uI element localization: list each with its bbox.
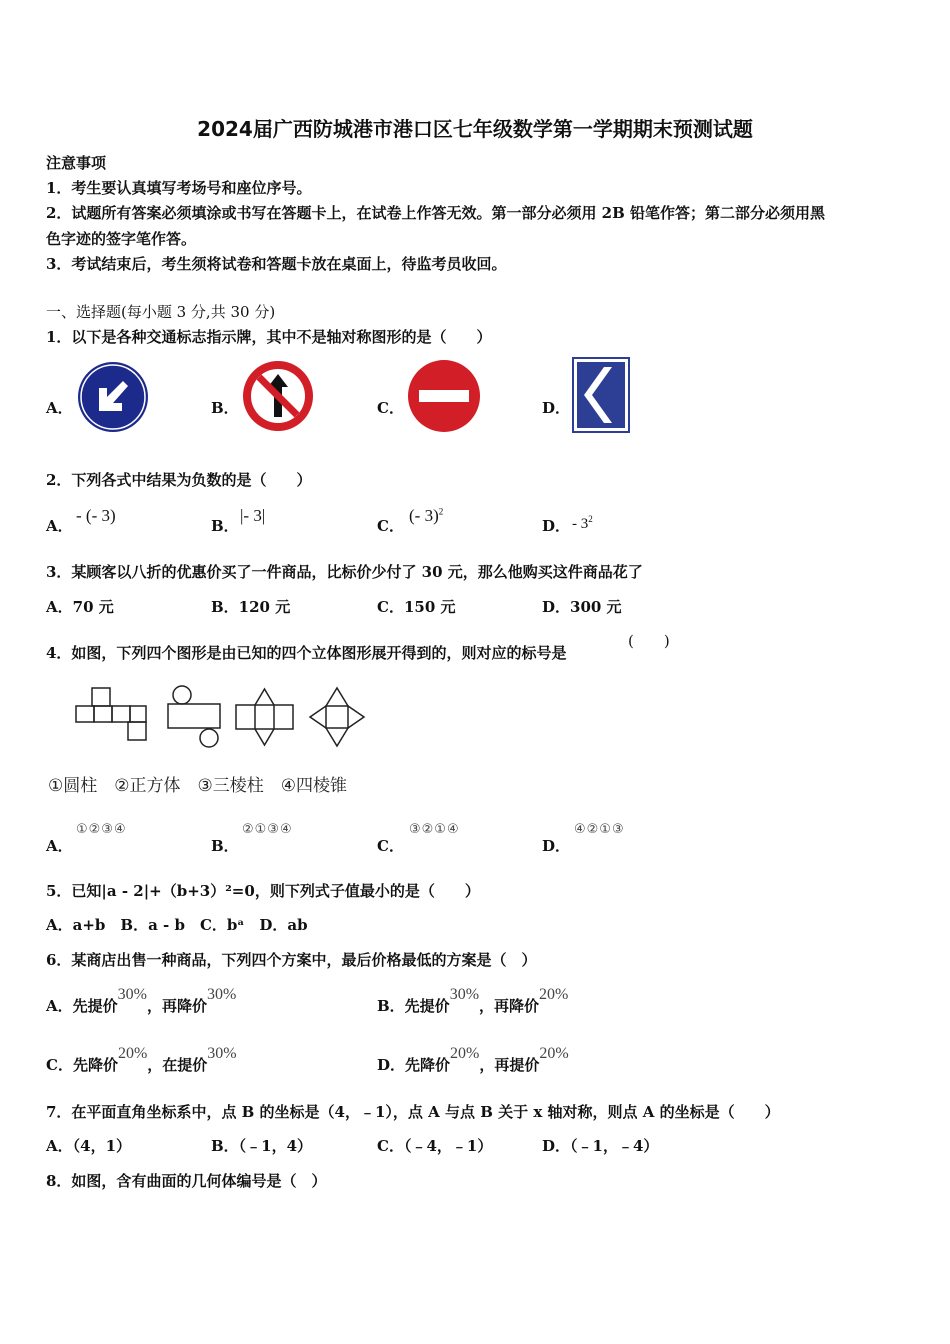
q4-label-b: B． [211, 837, 239, 855]
q6-stem: 6．某商店出售一种商品，下列四个方案中，最后价格最低的方案是（ ） [46, 951, 537, 969]
q7-stem: 7．在平面直角坐标系中，点 B 的坐标是（4，﹣1），点 A 与点 B 关于 x 轴对称，则点 A 的坐标是（ ） [46, 1103, 780, 1121]
q2-label-c: C． [377, 517, 404, 535]
q2-option-b: |- 3| [240, 506, 266, 525]
notice-item-2-cont: 色字迹的签字笔作答。 [46, 230, 197, 248]
notice-item-1: 1．考生要认真填写考场号和座位序号。 [46, 179, 312, 197]
q3-option-d: D．300 元 [542, 598, 622, 616]
q7-option-b: B．（﹣1，4） [211, 1137, 313, 1155]
q4-option-b: ②①③④ [242, 822, 293, 837]
q4-option-a: ①②③④ [76, 822, 127, 837]
q4-nets-figure [70, 683, 380, 751]
sign-d-icon [572, 357, 630, 433]
q4-option-c: ③②①④ [409, 822, 460, 837]
q2-option-a: - (- 3) [76, 506, 116, 525]
q7-option-a: A．（4，1） [46, 1137, 132, 1155]
q4-label-a: A． [46, 837, 73, 855]
q4-shapes-label: ①圆柱 ②正方体 ③三棱柱 ④四棱锥 [48, 776, 347, 796]
q6-option-c: C．先降价20%，在提价30% [46, 1045, 237, 1074]
q8-stem: 8．如图，含有曲面的几何体编号是（ ） [46, 1172, 327, 1190]
notice-item-3: 3．考试结束后，考生须将试卷和答题卡放在桌面上，待监考员收回。 [46, 255, 507, 273]
notice-heading: 注意事项 [46, 154, 107, 172]
q2-label-a: A． [46, 517, 73, 535]
sign-a-icon [76, 360, 150, 434]
q2-label-b: B． [211, 517, 239, 535]
q4-answer-paren: ( ) [628, 632, 670, 650]
q3-stem: 3．某顾客以八折的优惠价买了一件商品，比标价少付了 30 元，那么他购买这件商品花了 [46, 563, 643, 581]
sign-c-icon [407, 359, 481, 433]
q2-stem: 2．下列各式中结果为负数的是（ ） [46, 471, 312, 489]
q7-option-c: C．（﹣4，﹣1） [377, 1137, 493, 1155]
q3-option-b: B．120 元 [211, 598, 291, 616]
q1-label-c: C． [377, 399, 404, 417]
q3-option-a: A．70 元 [46, 598, 114, 616]
notice-item-2: 2．试题所有答案必须填涂或书写在答题卡上，在试卷上作答无效。第一部分必须用 2B 铅笔作答；第二部分必须用黑 [46, 204, 826, 222]
q5-stem: 5．已知|a - 2|+（b+3）²=0，则下列式子值最小的是（ ） [46, 882, 480, 900]
q6-option-b: B．先提价30%，再降价20% [377, 986, 569, 1015]
q4-stem: 4．如图，下列四个图形是由已知的四个立体图形展开得到的，则对应的标号是 [46, 644, 567, 662]
q3-option-c: C．150 元 [377, 598, 456, 616]
q1-stem: 1．以下是各种交通标志指示牌，其中不是轴对称图形的是（ ） [46, 328, 492, 346]
q7-option-d: D．（﹣1，﹣4） [542, 1137, 659, 1155]
sign-b-icon [241, 359, 315, 433]
q6-option-a: A．先提价30%，再降价30% [46, 986, 237, 1015]
q2-label-d: D． [542, 517, 571, 535]
q1-label-d: D． [542, 399, 571, 417]
q4-option-d: ④②①③ [574, 822, 625, 837]
q4-label-c: C． [377, 837, 404, 855]
q1-label-b: B． [211, 399, 239, 417]
page-title: 2024届广西防城港市港口区七年级数学第一学期期末预测试题 [197, 117, 753, 141]
q4-label-d: D． [542, 837, 571, 855]
q6-option-d: D．先降价20%，再提价20% [377, 1045, 569, 1074]
q1-label-a: A． [46, 399, 73, 417]
q5-options: A．a+b B．a - b C．bᵃ D．ab [46, 916, 308, 934]
q2-option-d: - $3^2$ [572, 514, 593, 532]
q2-option-c: (- 3)$^2$ [409, 506, 444, 525]
section-heading: 一、选择题(每小题 3 分,共 30 分) [46, 303, 276, 321]
